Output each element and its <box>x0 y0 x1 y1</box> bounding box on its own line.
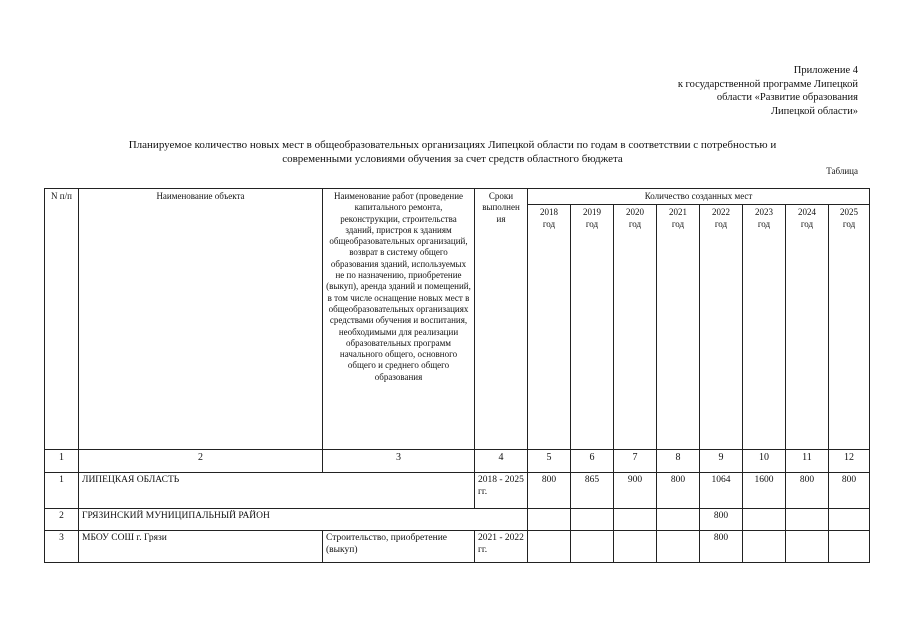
row-value <box>786 531 829 563</box>
row-value: 800 <box>700 531 743 563</box>
appendix-line: Липецкой области» <box>770 105 858 117</box>
column-number: 9 <box>700 450 743 473</box>
header-works: Наименование работ (проведение капитального ремонта, реконструкции, строительства зданий, пристроя к зданиям общеобразовательных организаций, возврат в систему общего образования зданий, используемых не по назначению, приобретение (выкуп), аренда зданий и помещений, в том числе оснащение новых мест в общеобразовательных организациях средствами обучения и воспитания, необходимыми для реализации образовательных программ начального общего, основного общего и среднего общего образования <box>323 189 475 450</box>
table-row <box>45 473 870 509</box>
row-number: 1 <box>45 473 79 509</box>
year-unit: год <box>628 218 642 229</box>
header-object: Наименование объекта <box>79 189 323 450</box>
year-unit: год <box>842 218 856 229</box>
row-value <box>829 509 870 531</box>
row-terms: 2018 - 2025 гг. <box>475 473 528 509</box>
appendix-caption <box>678 64 858 118</box>
year-number: 2023 <box>755 207 773 218</box>
row-works: Строительство, приобретение (выкуп) <box>323 531 475 563</box>
row-value <box>829 531 870 563</box>
row-value: 1064 <box>700 473 743 509</box>
row-value: 800 <box>700 509 743 531</box>
header-year-2021 <box>657 205 700 450</box>
row-value <box>657 509 700 531</box>
year-number: 2024 <box>798 207 816 218</box>
column-number: 5 <box>528 450 571 473</box>
year-number: 2020 <box>626 207 644 218</box>
year-unit: год <box>542 218 556 229</box>
row-number: 3 <box>45 531 79 563</box>
row-name: ГРЯЗИНСКИЙ МУНИЦИПАЛЬНЫЙ РАЙОН <box>79 509 528 531</box>
row-value: 800 <box>829 473 870 509</box>
header-year-2023 <box>743 205 786 450</box>
column-number: 1 <box>45 450 79 473</box>
year-number: 2018 <box>540 207 558 218</box>
column-number: 4 <box>475 450 528 473</box>
row-value <box>743 509 786 531</box>
row-value <box>657 531 700 563</box>
header-year-2025 <box>829 205 870 450</box>
title-line-2: современными условиями обучения за счет средств областного бюджета <box>282 153 623 165</box>
row-value: 865 <box>571 473 614 509</box>
column-number: 8 <box>657 450 700 473</box>
year-number: 2025 <box>840 207 859 218</box>
row-number: 2 <box>45 509 79 531</box>
title-line-1: Планируемое количество новых мест в общеобразовательных организациях Липецкой области по годам в соответствии с потребностью и <box>128 139 777 151</box>
row-terms: 2021 - 2022 гг. <box>475 531 528 563</box>
column-number: 12 <box>829 450 870 473</box>
row-value: 900 <box>614 473 657 509</box>
row-name: МБОУ СОШ г. Грязи <box>79 531 323 563</box>
row-name: ЛИПЕЦКАЯ ОБЛАСТЬ <box>79 473 475 509</box>
header-year-2020 <box>614 205 657 450</box>
column-number: 7 <box>614 450 657 473</box>
row-value: 800 <box>786 473 829 509</box>
table-row <box>45 509 870 531</box>
row-value <box>528 509 571 531</box>
year-unit: год <box>714 218 728 229</box>
header-places: Количество созданных мест <box>528 189 870 205</box>
row-value <box>571 531 614 563</box>
year-unit: год <box>757 218 771 229</box>
header-year-2024 <box>786 205 829 450</box>
year-number: 2022 <box>712 207 730 218</box>
row-value: 800 <box>657 473 700 509</box>
column-number: 6 <box>571 450 614 473</box>
row-value <box>571 509 614 531</box>
header-row <box>45 189 870 205</box>
column-number: 10 <box>743 450 786 473</box>
appendix-line: области «Развитие образования <box>716 92 858 103</box>
row-value <box>614 509 657 531</box>
header-year-2019 <box>571 205 614 450</box>
document-title <box>40 138 865 166</box>
column-numbers-row <box>45 450 870 473</box>
places-table <box>44 188 870 563</box>
header-year-2018 <box>528 205 571 450</box>
header-no: N п/п <box>45 189 79 450</box>
table-row <box>45 531 870 563</box>
column-number: 2 <box>79 450 323 473</box>
row-value <box>743 531 786 563</box>
year-unit: год <box>671 218 685 229</box>
row-value: 800 <box>528 473 571 509</box>
row-value <box>614 531 657 563</box>
appendix-line: Приложение 4 <box>793 65 858 76</box>
row-value <box>528 531 571 563</box>
appendix-line: к государственной программе Липецкой <box>677 78 858 90</box>
row-value: 1600 <box>743 473 786 509</box>
year-number: 2019 <box>583 207 601 218</box>
year-unit: год <box>585 218 599 229</box>
column-number: 11 <box>786 450 829 473</box>
header-terms: Сроки выполнен ия <box>475 189 528 450</box>
row-value <box>786 509 829 531</box>
table-label: Таблица <box>826 166 858 176</box>
header-year-2022 <box>700 205 743 450</box>
year-number: 2021 <box>669 207 687 218</box>
column-number: 3 <box>323 450 475 473</box>
year-unit: год <box>800 218 814 229</box>
